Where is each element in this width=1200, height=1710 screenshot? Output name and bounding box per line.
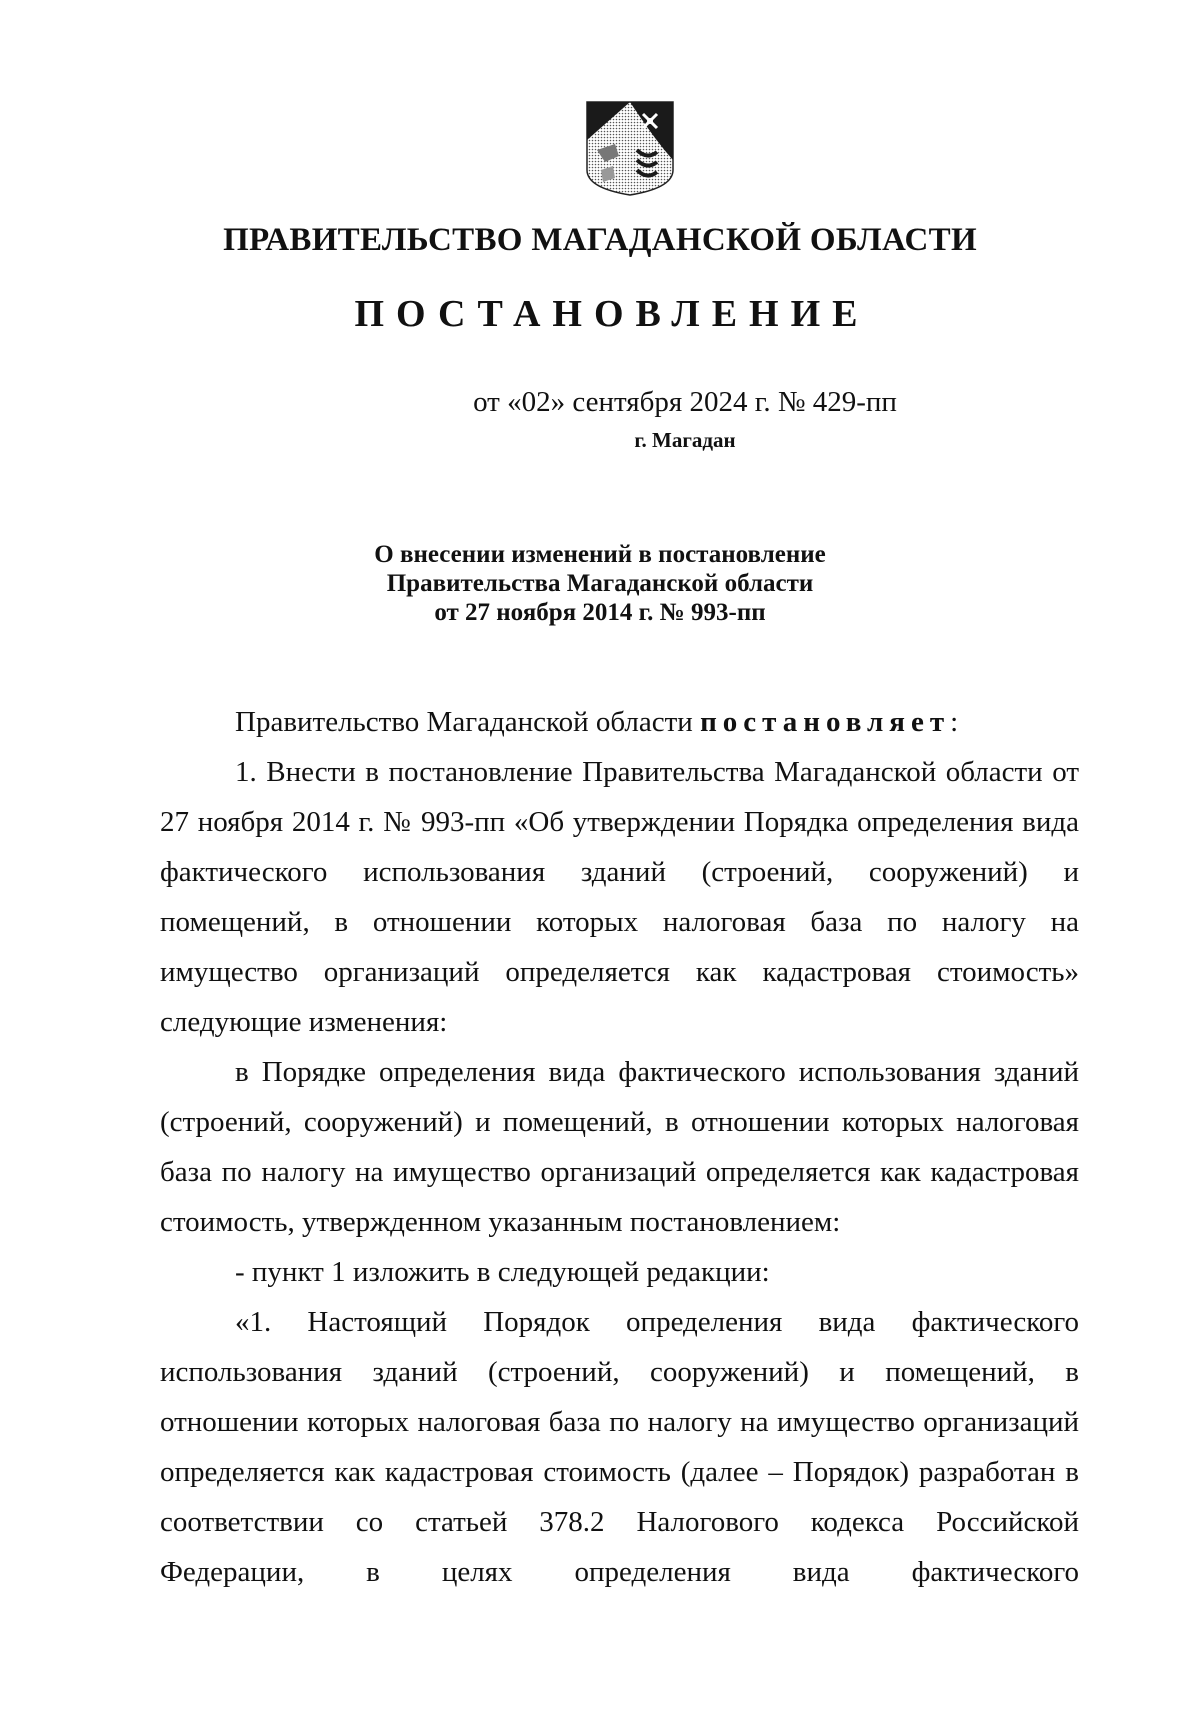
intro-suffix: : [950, 706, 959, 738]
document-city: г. Магадан [634, 428, 736, 452]
subject-line-1: О внесении изменений в постановление [374, 541, 826, 568]
document-body [160, 697, 1079, 1597]
intro-paragraph [160, 697, 1079, 747]
subject-line-2: Правительства Магаданской области [386, 570, 814, 597]
intro-verb: постановляет [700, 706, 951, 738]
subject-line-3: от 27 ноября 2014 г. № 993-пп [434, 599, 766, 626]
government-title: ПРАВИТЕЛЬСТВО МАГАДАНСКОЙ ОБЛАСТИ [223, 222, 977, 258]
paragraph-3: - пункт 1 изложить в следующей редакции: [235, 1256, 770, 1288]
paragraph-4: «1. Настоящий Порядок определения вида фактического использования зданий (строений, сооружений) и помещений, в отношении которых налоговая база по налогу на имущество организаций определяется как кадастровая стоимость (далее – Порядок) разработан в соответствии со статьей 378.2 Налогового кодекса Российской Федерации, в целях определения вида фактического [160, 1306, 1079, 1588]
paragraph-1: 1. Внести в постановление Правительства Магаданской области от 27 ноября 2014 г. № 993-пп «Об утверждении Порядка определения вида фактического использования зданий (строений, сооружений) и помещений, в отношении которых налоговая база по налогу на имущество организаций определяется как кадастровая стоимость» следующие изменения: [160, 756, 1079, 1038]
intro-prefix: Правительство Магаданской области [235, 706, 693, 738]
document-subject [0, 540, 1200, 627]
document-date-number: от «02» сентября 2024 г. № 429-пп [473, 386, 897, 418]
paragraph-2: в Порядке определения вида фактического использования зданий (строений, сооружений) и помещений, в отношении которых налоговая база по налогу на имущество организаций определяется как кадастровая стоимость, утвержденном указанным постановлением: [160, 1056, 1079, 1238]
document-type-heading: ПОСТАНОВЛЕНИЕ [354, 293, 870, 335]
coat-of-arms-icon [585, 100, 675, 197]
